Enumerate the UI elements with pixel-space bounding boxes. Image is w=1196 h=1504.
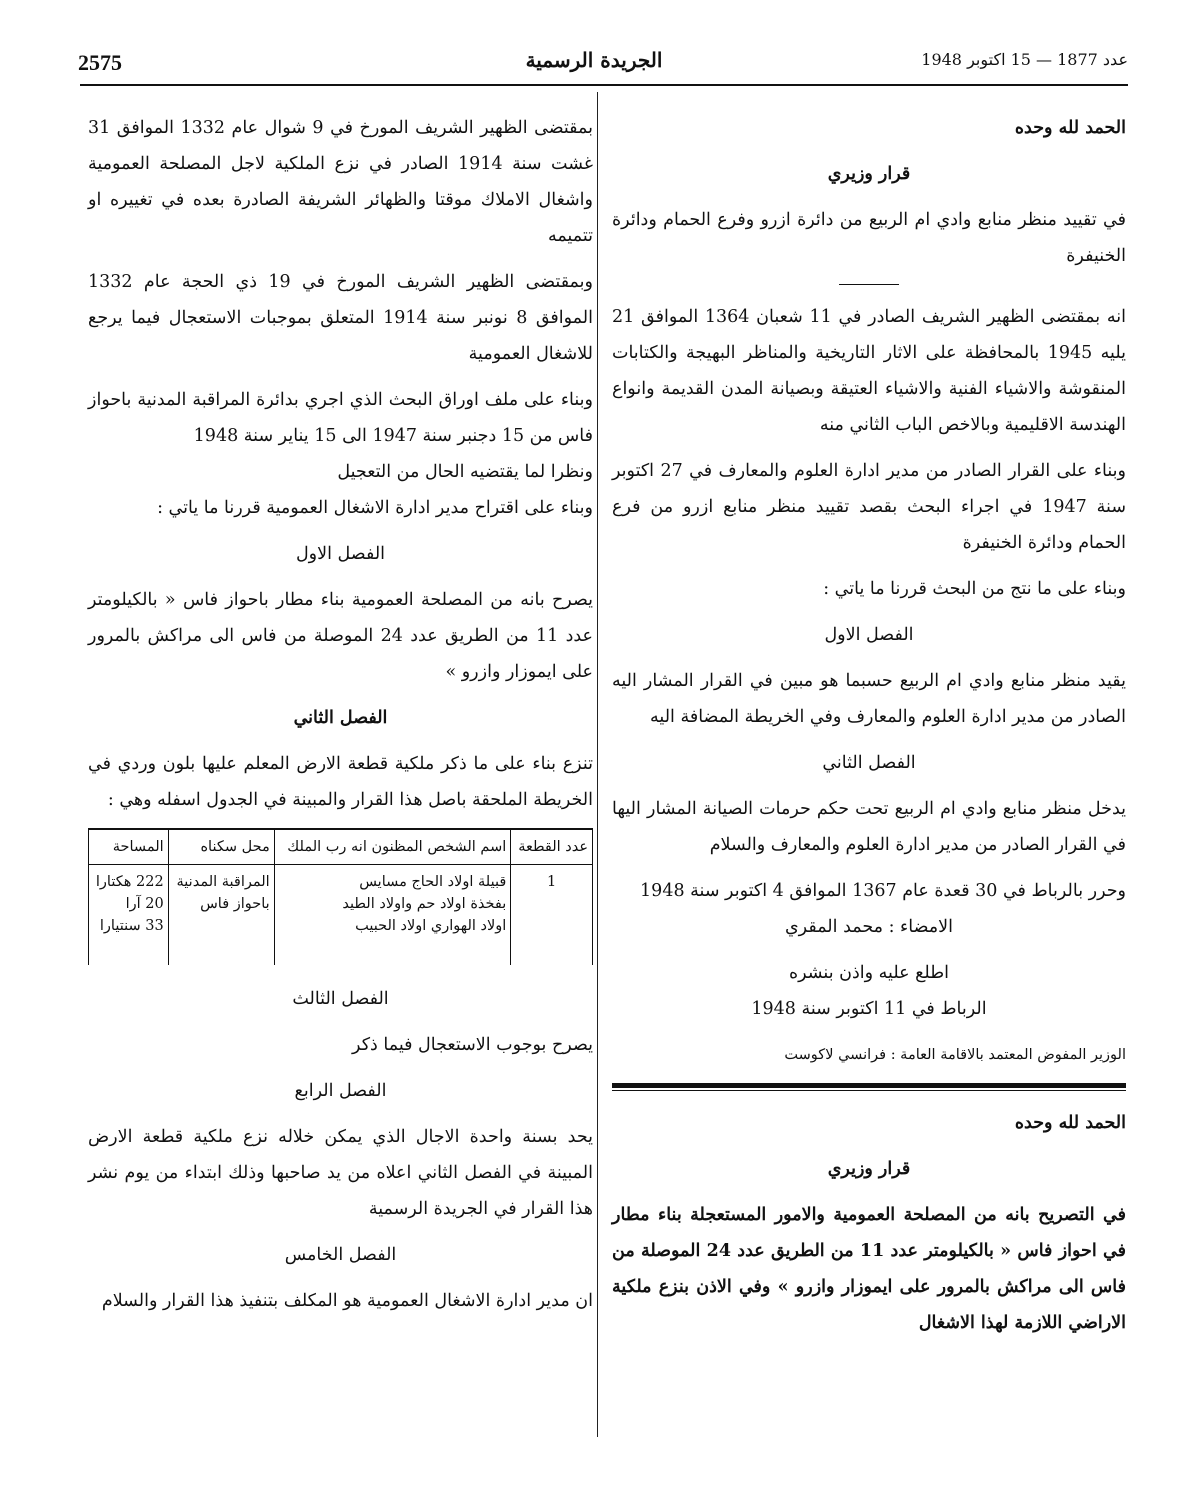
decree1-chapter2-title: الفصل الثاني xyxy=(822,753,916,773)
issue-info: عدد 1877 — 15 اكتوبر 1948 xyxy=(921,50,1128,69)
header-area: المساحة xyxy=(89,829,169,865)
decree2-chapter1-text: يصرح بانه من المصلحة العمومية بناء مطار باحواز فاس « بالكيلومتر عدد 11 من الطريق عدد 24 الموصلة من فاس الى مراكش بالمرور على ايموزار وازرو » xyxy=(88,590,593,682)
residence-line: باحواز فاس xyxy=(200,896,270,912)
decree2-chapter3-title: الفصل الثالث xyxy=(292,989,389,1009)
header-parcel-number: عدد القطعة xyxy=(511,829,593,865)
decree2-chapter2-title: الفصل الثاني xyxy=(293,708,388,728)
area-line: 20 آرا xyxy=(125,896,164,912)
table-header-row xyxy=(89,829,593,865)
decree1-done-at: وحرر بالرباط في 30 قعدة عام 1367 الموافق 4 اكتوبر سنة 1948 xyxy=(640,881,1126,901)
decree2-chapter5-text: ان مدير ادارة الاشغال العمومية هو المكلف بتنفيذ هذا القرار والسلام xyxy=(101,1291,593,1311)
header-rule xyxy=(80,84,1128,86)
decree2-para1: بمقتضى الظهير الشريف المورخ في 9 شوال عام 1332 الموافق 31 غشت سنة 1914 الصادر في نزع الملكية لاجل المصلحة العمومية واشغال الاملاك موقتا والظهائر الشريفة الصادرة بعده في تغييره او تتميمه xyxy=(88,118,594,246)
decree1-invocation: الحمد لله وحده xyxy=(1014,118,1126,138)
owner-line: بفخذة اولاد حم واولاد الطيد xyxy=(342,896,507,912)
page-header xyxy=(60,44,1128,84)
decree1-title: قرار وزيري xyxy=(827,164,911,184)
decree1-chapter2-text: يدخل منظر منابع وادي ام الربيع تحت حكم حرمات الصيانة المشار اليها في القرار الصادر من مدير ادارة العلوم والمعارف والسلام xyxy=(612,799,1126,855)
decree1-para3: وبناء على ما نتج من البحث قررنا ما ياتي : xyxy=(823,579,1126,599)
owner-line: قبيلة اولاد الحاج مسايس xyxy=(359,874,507,890)
decree2-chapter4-text: يحد بسنة واحدة الاجال الذي يمكن خلاله نزع ملكية قطعة الارض المبينة في الفصل الثاني اعلاه من يد صاحبها وذلك ابتداء من يوم نشر هذا القرار في الجريدة الرسمية xyxy=(88,1127,593,1219)
decree2-subject: في التصريح بانه من المصلحة العمومية والامور المستعجلة بناء مطار في احواز فاس « بالكيلومتر عدد 11 من الطريق عدد 24 الموصلة من فاس الى مراكش بالمرور على ايموزار وازرو » وفي الاذن بنزع ملكية الاراضي اللازمة لهذا الاشغال xyxy=(612,1205,1126,1333)
left-column xyxy=(88,110,593,1329)
decree1-para2: وبناء على القرار الصادر من مدير ادارة العلوم والمعارف في 27 اكتوبر سنة 1947 في اجراء البحث بقصد تقييد منظر منابع ازرو من فرع الحمام ودائرة الخنيفرة xyxy=(612,461,1127,553)
decree2-para5: وبناء على اقتراح مدير ادارة الاشغال العمومية قررنا ما ياتي : xyxy=(157,498,593,518)
decree2-title: قرار وزيري xyxy=(827,1159,911,1179)
short-separator xyxy=(839,284,899,285)
area-line: 222 هكتارا xyxy=(95,874,164,890)
cell-area xyxy=(89,865,169,966)
land-parcel-table xyxy=(88,828,593,965)
decree1-chapter1-text: يقيد منظر منابع وادي ام الربيع حسبما هو مبين في القرار المشار اليه الصادر من مدير ادارة العلوم والمعارف وفي الخريطة المضافة اليه xyxy=(612,671,1126,727)
section-thin-rule xyxy=(612,1090,1126,1091)
decree1-approval: اطلع عليه واذن بنشره xyxy=(788,963,950,983)
decree2-para2: وبمقتضى الظهير الشريف المورخ في 19 ذي الحجة عام 1332 الموافق 8 نونبر سنة 1914 المتعلق بموجبات الاستعجال فيما يرجع للاشغال العمومية xyxy=(88,272,593,364)
decree1-minister: الوزير المفوض المعتمد بالاقامة العامة : فرانسي لاكوست xyxy=(784,1047,1126,1063)
decree2-chapter2-text: تنزع بناء على ما ذكر ملكية قطعة الارض المعلم عليها بلون وردي في الخريطة الملحقة باصل هذا القرار والمبينة في الجدول اسفله وهي : xyxy=(88,754,593,810)
header-presumed-owner: اسم الشخص المظنون انه رب الملك xyxy=(274,829,511,865)
area-line: 33 سنتيارا xyxy=(99,918,164,934)
decree2-invocation: الحمد لله وحده xyxy=(1014,1113,1126,1133)
residence-line: المراقبة المدنية xyxy=(176,874,270,890)
cell-residence xyxy=(168,865,274,966)
header-residence: محل سكناه xyxy=(168,829,274,865)
decree2-para3: وبناء على ملف اوراق البحث الذي اجري بدائرة المراقبة المدنية باحواز فاس من 15 دجنبر سنة 1947 الى 15 يناير سنة 1948 xyxy=(88,390,593,446)
decree2-chapter3-text: يصرح بوجوب الاستعجال فيما ذكر xyxy=(352,1035,593,1055)
owner-line: اولاد الهواري اولاد الحبيب xyxy=(355,918,507,934)
cell-parcel-number: 1 xyxy=(511,865,593,966)
page-number: 2575 xyxy=(78,50,122,75)
right-column xyxy=(612,110,1126,1351)
decree1-chapter1-title: الفصل الاول xyxy=(824,625,914,645)
decree1-para1: انه بمقتضى الظهير الشريف الصادر في 11 شعبان 1364 الموافق 21 يليه 1945 بالمحافظة على الاثار التاريخية والمناظر البهيجة والكتابات المنقوشة والاشياء الفنية والاشياء العتيقة وبصيانة المدن القديمة وانواع الهندسة الاقليمية وبالاخص الباب الثاني منه xyxy=(612,307,1127,435)
table-row xyxy=(89,865,593,966)
decree1-signature: الامضاء : محمد المقري xyxy=(784,917,954,937)
decree2-chapter1-title: الفصل الاول xyxy=(295,544,386,564)
journal-title: الجريدة الرسمية xyxy=(525,48,663,72)
decree2-chapter5-title: الفصل الخامس xyxy=(284,1245,397,1265)
section-thick-rule xyxy=(612,1083,1126,1088)
decree2-chapter4-title: الفصل الرابع xyxy=(294,1081,387,1101)
decree1-subject: في تقييد منظر منابع وادي ام الربيع من دائرة ازرو وفرع الحمام ودائرة الخنيفرة xyxy=(612,210,1126,266)
decree2-para4: ونظرا لما يقتضيه الحال من التعجيل xyxy=(337,462,593,482)
decree1-approval-date: الرباط في 11 اكتوبر سنة 1948 xyxy=(751,999,987,1019)
cell-owner xyxy=(274,865,511,966)
column-divider xyxy=(597,92,598,1437)
